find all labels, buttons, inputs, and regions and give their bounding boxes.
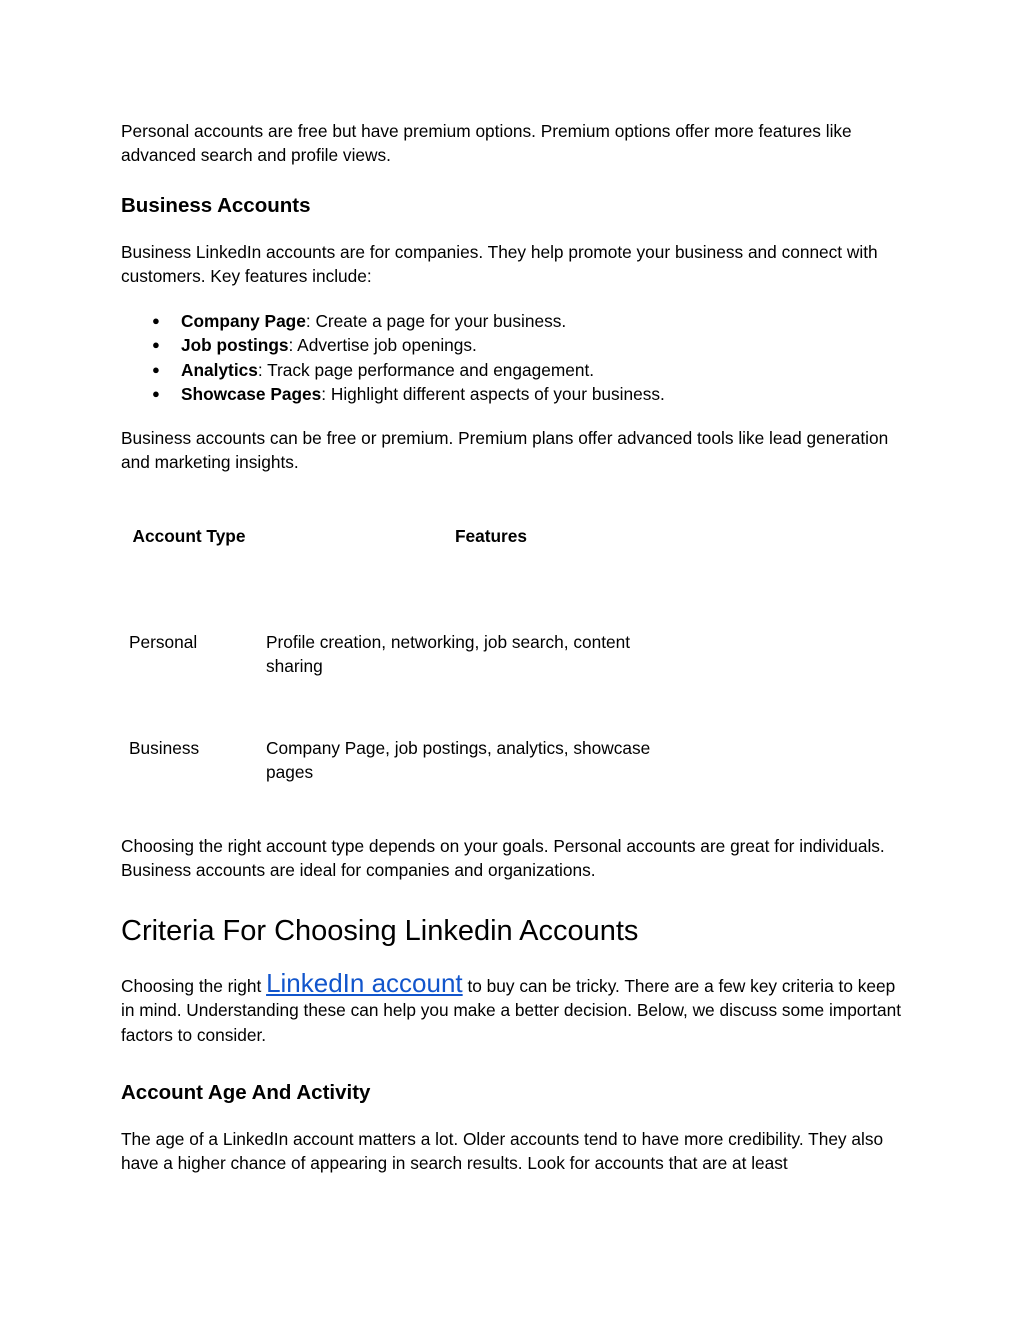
account-age-heading: Account Age And Activity bbox=[121, 1081, 371, 1104]
criteria-text-before-link: Choosing the right bbox=[121, 976, 267, 996]
list-item bbox=[121, 382, 911, 406]
business-paragraph: Business LinkedIn accounts are for companies. They help promote your business and connect with customers. Key features include: bbox=[121, 242, 878, 287]
feature-desc: : Track page performance and engagement. bbox=[257, 359, 595, 380]
table-cell-type: Personal bbox=[129, 632, 198, 652]
bullet-icon: ● bbox=[152, 313, 160, 328]
table-cell-features: Company Page, job postings, analytics, showcase pages bbox=[266, 738, 651, 783]
intro-paragraph: Personal accounts are free but have premium options. Premium options offer more features like advanced search and profile views. bbox=[121, 121, 852, 166]
bullet-icon: ● bbox=[152, 361, 160, 377]
business-accounts-heading: Business Accounts bbox=[121, 194, 311, 217]
feature-term: Job postings bbox=[181, 335, 289, 356]
feature-desc: : Advertise job openings. bbox=[288, 335, 477, 356]
table-header-account-type: Account Type bbox=[132, 526, 246, 546]
criteria-text-after-link: to buy can be tricky. There are a few key criteria to keep in mind. Understanding these can help you make a better decision. Below, we discuss some important factors to consider. bbox=[121, 976, 901, 1045]
feature-term: Showcase Pages bbox=[181, 384, 322, 405]
list-item bbox=[121, 309, 911, 333]
criteria-heading: Criteria For Choosing Linkedin Accounts bbox=[121, 915, 639, 947]
list-item bbox=[121, 358, 911, 382]
linkedin-account-link[interactable]: LinkedIn account bbox=[266, 968, 463, 998]
feature-term: Company Page bbox=[181, 311, 306, 331]
summary-paragraph: Choosing the right account type depends on your goals. Personal accounts are great for individuals. Business accounts are ideal for companies and organizations. bbox=[121, 836, 885, 881]
feature-term: Analytics bbox=[181, 359, 258, 380]
bullet-icon: ● bbox=[152, 337, 160, 353]
table-cell-type: Business bbox=[129, 738, 200, 758]
business-closing-paragraph: Business accounts can be free or premium. Premium plans offer advanced tools like lead generation and marketing insights. bbox=[121, 428, 889, 473]
bullet-icon: ● bbox=[152, 386, 160, 402]
table-cell-features: Profile creation, networking, job search, content sharing bbox=[266, 632, 631, 677]
table-header-features: Features bbox=[454, 526, 528, 546]
feature-desc: : Highlight different aspects of your business. bbox=[321, 384, 665, 405]
feature-desc: : Create a page for your business. bbox=[305, 311, 567, 331]
criteria-paragraph bbox=[121, 970, 911, 1047]
business-features-list bbox=[121, 309, 911, 407]
list-item bbox=[121, 333, 911, 357]
account-age-paragraph: The age of a LinkedIn account matters a lot. Older accounts tend to have more credibility. They also have a higher chance of appearing in search results. Look for accounts that are at least bbox=[121, 1129, 884, 1174]
